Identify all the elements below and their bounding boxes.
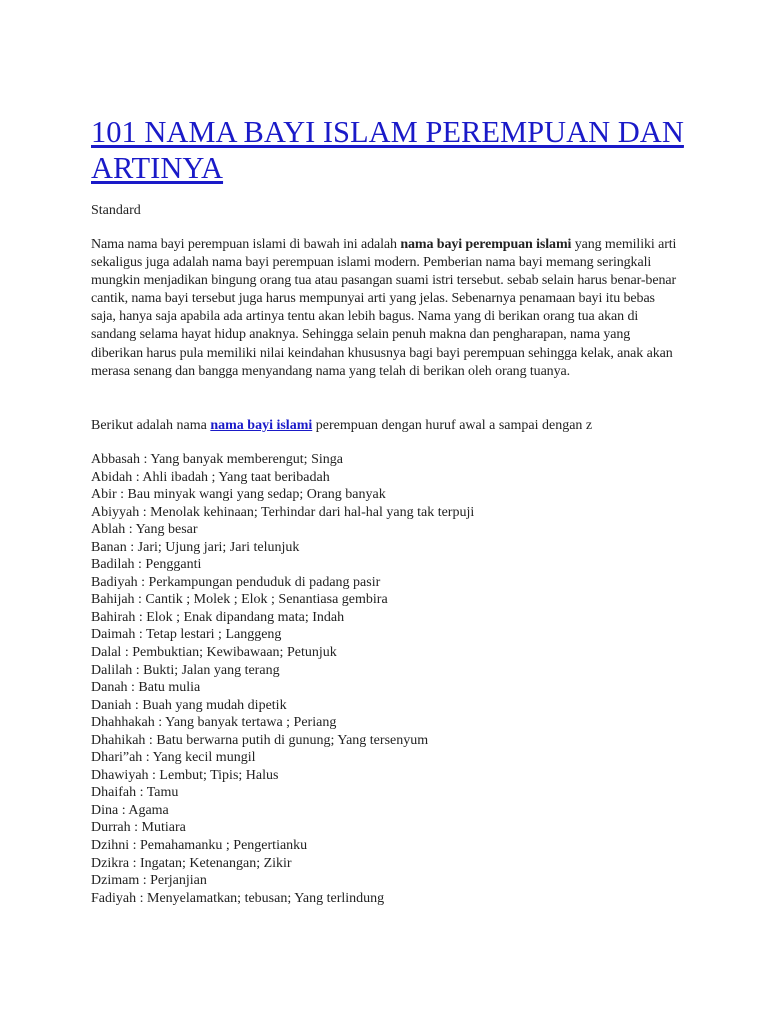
list-item: Danah : Batu mulia — [91, 680, 201, 696]
list-item: Dzikra : Ingatan; Ketenangan; Zikir — [91, 855, 292, 871]
list-item: Abiyyah : Menolak kehinaan; Terhindar dari hal-hal yang tak terpuji — [91, 504, 475, 520]
page-title[interactable] — [91, 114, 691, 186]
list-item: Dhahhakah : Yang banyak tertawa ; Periang — [91, 715, 337, 731]
intro-paragraph — [91, 236, 681, 381]
intro-text-end: yang memiliki arti sekaligus juga adalah nama bayi perempuan islami modern. Pemberian nama bayi memang seringkali mungkin menjadikan bingung orang tua atau pasangan suami istri tersebut. sebab selain harus benar-benar cantik, nama bayi tersebut juga harus mempunyai arti yang jelas. Sebenarnya penamaan bayi itu bebas saja, hanya saja apabila ada artinya tentu akan lebih bagus. Nama yang di berikan orang tua akan di sandang selama hayat hidup anaknya. Sehingga selain penuh makna dan pengharapan, nama yang diberikan harus pula memiliki nilai keindahan khususnya bagi bayi perempuan sehingga kelak, anak akan merasa senang dan bangga menyandang nama yang telah di berikan oleh orang tuanya. — [91, 237, 677, 379]
title-link[interactable]: 101 NAMA BAYI ISLAM PEREMPUAN DAN ARTINYA — [91, 115, 684, 185]
list-item: Fadiyah : Menyelamatkan; tebusan; Yang terlindung — [91, 890, 385, 906]
intro-bold-keyword: nama bayi perempuan islami — [400, 237, 572, 252]
intro-text-start: Nama nama bayi perempuan islami di bawah ini adalah — [91, 237, 401, 252]
lead-paragraph — [91, 417, 592, 434]
list-item: Dina : Agama — [91, 802, 169, 818]
category-label: Standard — [91, 203, 141, 218]
list-item: Daimah : Tetap lestari ; Langgeng — [91, 627, 282, 643]
list-item: Abir : Bau minyak wangi yang sedap; Orang banyak — [91, 487, 386, 503]
list-item: Daniah : Buah yang mudah dipetik — [91, 697, 287, 713]
lead-text-end: perempuan dengan huruf awal a sampai dengan z — [312, 418, 593, 433]
list-item: Abidah : Ahli ibadah ; Yang taat beribadah — [91, 469, 330, 485]
list-item: Ablah : Yang besar — [91, 522, 198, 538]
list-item: Durrah : Mutiara — [91, 820, 186, 836]
list-item: Bahirah : Elok ; Enak dipandang mata; Indah — [91, 609, 345, 625]
list-item: Badiyah : Perkampungan penduduk di padang pasir — [91, 574, 381, 590]
list-item: Badilah : Pengganti — [91, 557, 202, 573]
nama-bayi-islami-link[interactable]: nama bayi islami — [210, 418, 313, 433]
list-item: Dhari”ah : Yang kecil mungil — [91, 750, 256, 766]
lead-text-start: Berikut adalah nama — [91, 418, 211, 433]
list-item: Banan : Jari; Ujung jari; Jari telunjuk — [91, 539, 300, 555]
list-item: Dhaifah : Tamu — [91, 785, 179, 801]
list-item: Abbasah : Yang banyak memberengut; Singa — [91, 452, 343, 467]
list-item: Bahijah : Cantik ; Molek ; Elok ; Senantiasa gembira — [91, 592, 388, 608]
list-item: Dalal : Pembuktian; Kewibawaan; Petunjuk — [91, 645, 337, 661]
names-list — [91, 451, 474, 907]
list-item: Dalilah : Bukti; Jalan yang terang — [91, 662, 280, 678]
list-item: Dzimam : Perjanjian — [91, 873, 207, 889]
list-item: Dhawiyah : Lembut; Tipis; Halus — [91, 767, 279, 783]
list-item: Dhahikah : Batu berwarna putih di gunung; Yang tersenyum — [91, 732, 429, 748]
list-item: Dzihni : Pemahamanku ; Pengertianku — [91, 838, 308, 854]
